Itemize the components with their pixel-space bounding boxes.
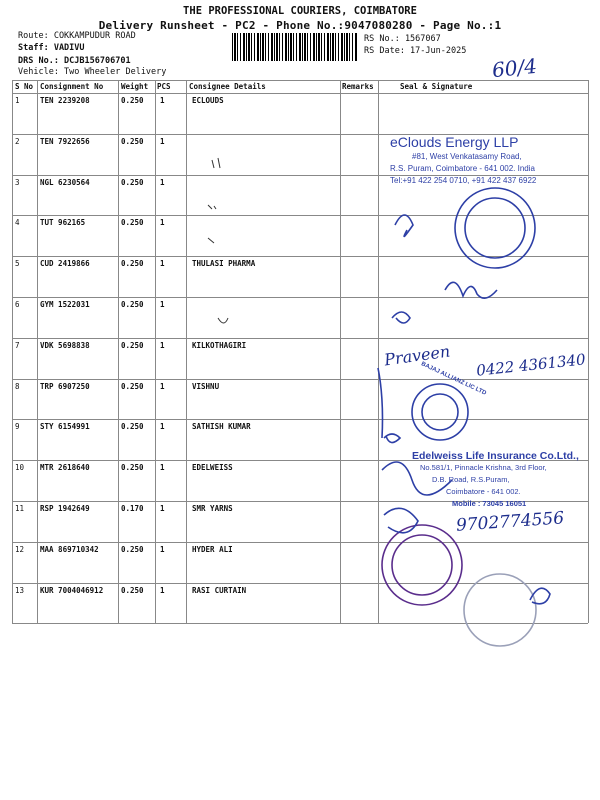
row-consignee: EDELWEISS — [192, 463, 233, 473]
row-sno: 7 — [15, 340, 20, 350]
row-weight: 0.250 — [121, 136, 144, 146]
row-pcs: 1 — [160, 96, 165, 105]
rs-date: RS Date: 17-Jun-2025 — [364, 46, 467, 56]
bajaj-seal-text: BAJAJ ALLIANZ LIC LTD — [420, 361, 487, 397]
edelweiss-stamp-line3: Coimbatore - 641 002. — [446, 487, 521, 496]
row-consignee: THULASI PHARMA — [192, 259, 256, 269]
row-pcs: 1 — [160, 422, 165, 432]
row-consignee: SATHISH KUMAR — [192, 422, 251, 432]
row-pcs: 1 — [160, 340, 165, 350]
handwritten-mark — [218, 318, 228, 323]
row-consignee: HYDER ALI — [192, 544, 233, 554]
round-seal-inner — [392, 535, 452, 595]
edelweiss-stamp-line2: D.B. Road, R.S.Puram, — [432, 475, 510, 484]
row-consignment-no: TEN 2239208 — [40, 96, 90, 105]
row-weight: 0.170 — [121, 504, 144, 513]
row-consignment-no: MTR 2618640 — [40, 463, 90, 473]
edelweiss-stamp-name: Edelweiss Life Insurance Co.Ltd., — [412, 450, 579, 462]
handwritten-name: Praveen — [383, 341, 452, 370]
row-weight: 0.250 — [121, 177, 144, 187]
row-consignee: RASI CURTAIN — [192, 585, 247, 595]
staff-info: Staff: VADIVU — [18, 43, 85, 53]
vehicle-info: Vehicle: Two Wheeler Delivery — [18, 67, 167, 77]
row-consignment-no: NGL 6230564 — [40, 177, 90, 187]
row-sno: 10 — [15, 463, 25, 473]
handwritten-mark — [212, 158, 220, 168]
bajaj-seal-outer — [412, 384, 468, 440]
row-sno: 6 — [15, 300, 20, 309]
row-pcs: 1 — [160, 504, 165, 513]
row-consignment-no: TUT 962165 — [40, 218, 86, 228]
handwritten-mark — [208, 238, 214, 243]
handwritten-phone-1: 0422 4361340 — [475, 350, 587, 380]
col-header-sno: S No — [15, 82, 34, 91]
row-consignment-no: GYM 1522031 — [40, 300, 90, 309]
page-mark-handwritten: 60/4 — [490, 53, 539, 83]
faint-seal-outer — [464, 574, 536, 646]
row-sno: 2 — [15, 136, 20, 146]
row-sno: 3 — [15, 177, 20, 187]
signature-scribble — [392, 312, 410, 323]
row-sno: 13 — [15, 585, 25, 595]
handwritten-mark — [208, 205, 216, 209]
pharmacy-seal-outer — [455, 188, 535, 268]
row-pcs: 1 — [160, 177, 165, 187]
row-sno: 1 — [15, 96, 20, 105]
row-consignee: VISHNU — [192, 381, 220, 391]
row-pcs: 1 — [160, 463, 165, 473]
eclouds-stamp-line3: Tel:+91 422 254 0710, +91 422 437 6922 — [390, 176, 537, 185]
document-title: THE PROFESSIONAL COURIERS, COIMBATORE — [183, 5, 417, 17]
rs-number: RS No.: 1567067 — [364, 34, 441, 44]
row-weight: 0.250 — [121, 381, 144, 391]
row-sno: 9 — [15, 422, 20, 432]
row-weight: 0.250 — [121, 300, 144, 309]
bajaj-seal-inner — [422, 394, 458, 430]
row-weight: 0.250 — [121, 259, 144, 269]
row-pcs: 1 — [160, 136, 165, 146]
row-sno: 11 — [15, 504, 25, 513]
edelweiss-stamp-line1: No.581/1, Pinnacle Krishna, 3rd Floor, — [420, 463, 547, 472]
eclouds-stamp-name: eClouds Energy LLP — [390, 134, 519, 150]
row-sno: 5 — [15, 259, 20, 269]
signature-scribble — [530, 588, 550, 604]
eclouds-stamp-line2: R.S. Puram, Coimbatore - 641 002. India — [390, 164, 535, 173]
col-header-weight: Weight — [121, 82, 149, 91]
row-pcs: 1 — [160, 259, 165, 269]
row-sno: 12 — [15, 544, 25, 554]
eclouds-stamp-line1: #81, West Venkatasamy Road, — [412, 152, 522, 161]
round-seal-outer — [382, 525, 462, 605]
row-consignment-no: VDK 5698838 — [40, 340, 90, 350]
col-header-consignee: Consignee Details — [189, 82, 266, 91]
col-header-consignment: Consignment No — [40, 82, 104, 91]
pharmacy-seal-inner — [465, 198, 525, 258]
col-header-remarks: Remarks — [342, 82, 374, 91]
signature-scribble — [445, 282, 497, 298]
row-consignee: SMR YARNS — [192, 504, 233, 513]
handwritten-phone-2: 9702774556 — [455, 508, 565, 536]
row-consignment-no: CUD 2419866 — [40, 259, 90, 269]
row-pcs: 1 — [160, 300, 165, 309]
row-pcs: 1 — [160, 585, 165, 595]
signature-scribble — [384, 434, 400, 443]
signature-scribble — [395, 215, 413, 236]
row-weight: 0.250 — [121, 463, 144, 473]
row-pcs: 1 — [160, 544, 165, 554]
row-weight: 0.250 — [121, 218, 144, 228]
drs-number: DRS No.: DCJB156706701 — [18, 56, 131, 66]
row-sno: 4 — [15, 218, 20, 228]
signature-scribble — [384, 508, 418, 533]
row-weight: 0.250 — [121, 340, 144, 350]
col-header-pcs: PCS — [157, 82, 171, 91]
col-header-seal: Seal & Signature — [400, 82, 473, 91]
row-pcs: 1 — [160, 381, 165, 391]
row-weight: 0.250 — [121, 422, 144, 432]
row-weight: 0.250 — [121, 544, 144, 554]
row-consignment-no: RSP 1942649 — [40, 504, 90, 513]
row-pcs: 1 — [160, 218, 165, 228]
row-consignment-no: TRP 6907250 — [40, 381, 90, 391]
row-consignment-no: STY 6154991 — [40, 422, 90, 432]
row-weight: 0.250 — [121, 96, 144, 105]
row-weight: 0.250 — [121, 585, 144, 595]
route-info: Route: COKKAMPUDUR ROAD — [18, 31, 136, 41]
row-consignee: ECLOUDS — [192, 96, 224, 105]
row-consignee: KILKOTHAGIRI — [192, 340, 247, 350]
row-consignment-no: TEN 7922656 — [40, 136, 90, 146]
row-consignment-no: KUR 7004046912 — [40, 585, 104, 595]
document-subtitle: Delivery Runsheet - PC2 - Phone No.:9047080280 - Page No.:1 — [98, 19, 502, 32]
signature-scribble — [378, 368, 383, 438]
row-consignment-no: MAA 869710342 — [40, 544, 99, 554]
row-sno: 8 — [15, 381, 20, 391]
edelweiss-stamp-line4: Mobile : 73045 16051 — [452, 499, 527, 508]
